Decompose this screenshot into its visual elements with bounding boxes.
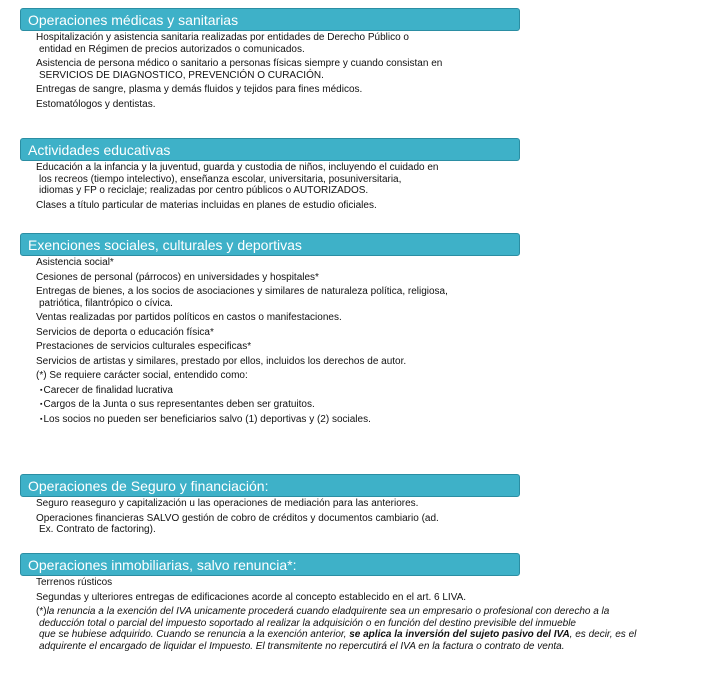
list-item: Operaciones financieras SALVO gestión de cobro de créditos y documentos cambiario (ad. Ex. Contrato de factoring). — [36, 512, 439, 535]
list-item: Terrenos rústicos — [36, 577, 113, 588]
list-item: Asistencia social* — [36, 257, 114, 268]
list-item: Prestaciones de servicios culturales especificas* — [36, 341, 252, 352]
bullet-item: ▪ Cargos de la Junta o sus representantes deben ser gratuitos. — [36, 399, 560, 411]
list-item: (*) Se requiere carácter social, entendido como: — [36, 370, 248, 381]
section-operaciones-medicas — [20, 8, 520, 113]
list-item: Segundas y ulteriores entregas de edificaciones acorde al concepto establecido en el art. 6 LIVA. — [36, 591, 467, 603]
list-item: Entregas de bienes, a los socios de asociaciones y similares de naturaleza política, religiosa, patriótica, filantrópico o cívica. — [36, 286, 448, 309]
list-item: Educación a la infancia y la juventud, guarda y custodia de niños, incluyendo el cuidado en los recreos (tiempo intelectivo), enseñanza escolar, universitaria, posuniversitaria, idiomas y FP o reciclaje; realizadas por centro públicos o AUTORIZADOS. — [36, 162, 439, 196]
section-seguro-financiacion — [20, 474, 520, 539]
section-header: Operaciones médicas y sanitarias — [20, 8, 520, 31]
list-item: Servicios de deporta o educación física* — [36, 326, 214, 338]
section-operaciones-inmobiliarias — [20, 553, 637, 652]
list-item: Seguro reaseguro y capitalización u las operaciones de mediación para las anteriores. — [36, 498, 419, 509]
section-header: Exenciones sociales, culturales y deportivas — [20, 233, 520, 256]
list-item: Estomatólogos y dentistas. — [36, 98, 156, 110]
list-item: Cesiones de personal (párrocos) en universidades y hospitales* — [36, 271, 319, 283]
list-item: Asistencia de persona médico o sanitario a personas físicas siempre y cuando consistan en SERVICIOS DE DIAGNOSTICO, PREVENCIÓN O CURACIÓN. — [36, 58, 443, 81]
section-header: Operaciones inmobiliarias, salvo renuncia*: — [20, 553, 520, 576]
list-item: Hospitalización y asistencia sanitaria realizadas por entidades de Derecho Público o entidad en Régimen de precios autorizados o comunicados. — [36, 32, 409, 55]
bullet-item: ▪ Carecer de finalidad lucrativa — [36, 385, 560, 397]
list-item: Clases a título particular de materias incluidas en planes de estudio oficiales. — [36, 199, 377, 211]
bullet-item: ▪ Los socios no pueden ser beneficiarios salvo (1) deportivas y (2) sociales. — [36, 414, 560, 426]
list-item: Entregas de sangre, plasma y demás fluidos y tejidos para fines médicos. — [36, 84, 363, 95]
section-header: Operaciones de Seguro y financiación: — [20, 474, 520, 497]
section-header: Actividades educativas — [20, 138, 520, 161]
list-item: Servicios de artistas y similares, prestado por ellos, incluidos los derechos de autor. — [36, 355, 407, 367]
list-item: Ventas realizadas por partidos políticos en castos o manifestaciones. — [36, 312, 342, 323]
section-exenciones-sociales — [20, 233, 520, 428]
renuncia-note: (*)la renuncia a la exención del IVA unicamente procederá cuando eladquirente sea un empresario o profesional con derecho a la deducción total o parcial del impuesto soportado al realizar la adquisición o en función del destino previsible del inmueble que se hubiese adquirido. Cuando se renuncia a la exención anterior, se aplica la inversión del sujeto pasivo del IVA, es decir, es el adquirente el encargado de liquidar el Impuesto. El transmitente no repercutirá el IVA en la factura o contrato de venta. — [36, 606, 637, 652]
section-actividades-educativas — [20, 138, 520, 214]
